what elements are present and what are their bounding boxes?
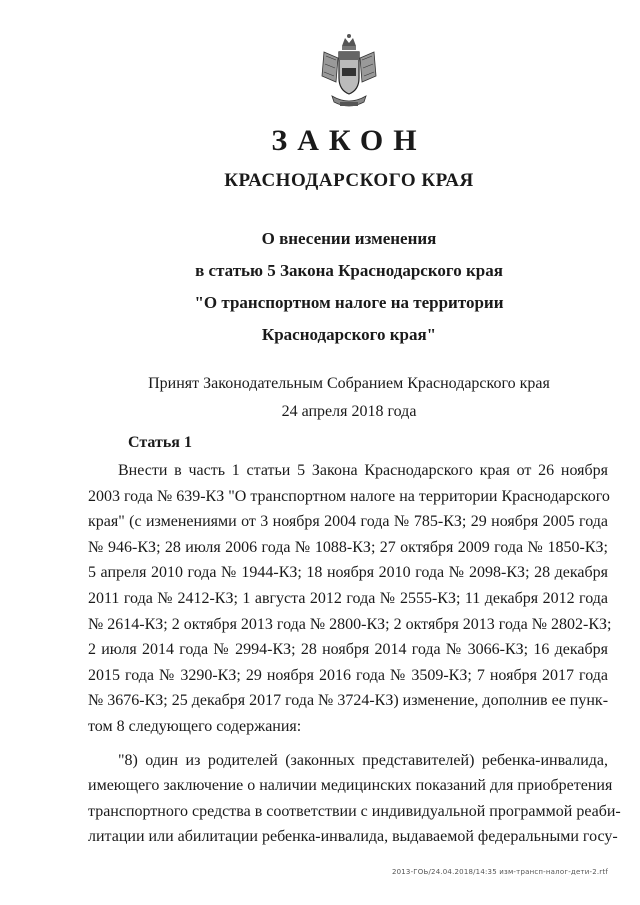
subject-line: О внесении изменения — [261, 229, 437, 248]
body-line: том 8 следующего содержания: — [88, 717, 302, 735]
krasnodar-coat-of-arms-icon — [318, 32, 380, 114]
body-line: № 2614-КЗ; 2 октября 2013 года № 2800-КЗ; 2 октября 2013 года № 2802-КЗ; — [88, 615, 612, 633]
body-line: 2011 года № 2412-КЗ; 1 августа 2012 года № 2555-КЗ; 11 декабря 2012 года — [88, 589, 608, 607]
body-line: имеющего заключение о наличии медицинских показаний для приобретения — [88, 777, 613, 795]
law-subject — [0, 223, 640, 351]
document-region: КРАСНОДАРСКОГО КРАЯ — [224, 170, 474, 191]
article-body — [88, 458, 621, 850]
body-line: № 946-КЗ; 28 июля 2006 года № 1088-КЗ; 27 октября 2009 года № 1850-КЗ; — [88, 538, 608, 556]
body-line: литации или абилитации ребенка-инвалида, выдаваемой федеральными госу- — [88, 828, 618, 846]
body-line: 2015 года № 3290-КЗ; 29 ноября 2016 года № 3509-КЗ; 7 ноября 2017 года — [88, 666, 608, 684]
adoption-date: 24 апреля 2018 года — [281, 403, 417, 420]
file-stamp: 2013-ГОЬ/24.04.2018/14:35 изм-трансп-налог-дети-2.rtf — [391, 868, 608, 876]
body-line: 2003 года № 639-КЗ "О транспортном налоге на территории Краснодарского — [88, 487, 610, 505]
body-line: транспортного средства в соответствии с индивидуальной программой реаби- — [88, 802, 621, 820]
adoption-info — [0, 370, 640, 426]
paragraph-gap — [88, 740, 608, 748]
body-line: Внести в часть 1 статьи 5 Закона Краснодарского края от 26 ноября — [118, 462, 608, 479]
body-line: № 3676-КЗ; 25 декабря 2017 года № 3724-КЗ) изменение, дополнив ее пунк- — [88, 692, 609, 710]
document-title: ЗАКОН — [271, 124, 427, 157]
subject-line: "О транспортном налоге на территории — [194, 293, 504, 312]
article-heading: Статья 1 — [128, 434, 192, 451]
body-line: 5 апреля 2010 года № 1944-КЗ; 18 ноября 2010 года № 2098-КЗ; 28 декабря — [88, 564, 608, 582]
adoption-line: Принят Законодательным Собранием Краснодарского края — [148, 375, 550, 392]
subject-line: Краснодарского края" — [261, 325, 437, 344]
body-line: 2 июля 2014 года № 2994-КЗ; 28 ноября 2014 года № 3066-КЗ; 16 декабря — [88, 641, 608, 659]
body-line: "8) один из родителей (законных представителей) ребенка-инвалида, — [118, 751, 608, 769]
body-line: края" (с изменениями от 3 ноября 2004 года № 785-КЗ; 29 ноября 2005 года — [88, 513, 608, 531]
subject-line: в статью 5 Закона Краснодарского края — [195, 261, 503, 280]
